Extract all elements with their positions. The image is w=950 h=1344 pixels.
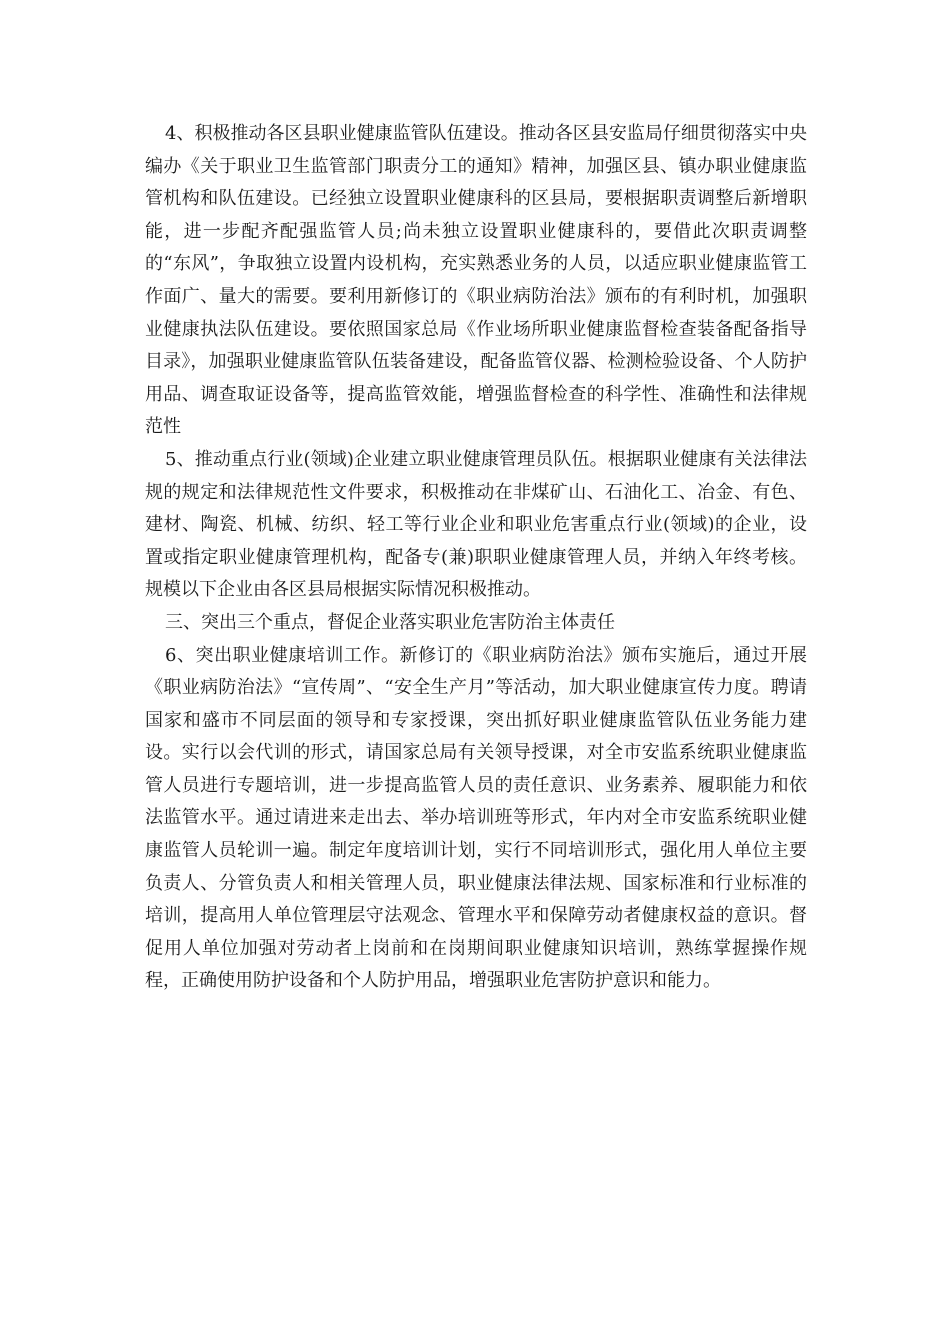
paragraph-item-5: 5、推动重点行业(领域)企业建立职业健康管理员队伍。根据职业健康有关法律法规的规定和法律规范性文件要求，积极推动在非煤矿山、石油化工、冶金、有色、建材、陶瓷、机械、纺织、轻工等行业企业和职业危害重点行业(领域)的企业，设置或指定职业健康管理机构，配备专(兼)职职业健康管理人员，并纳入年终考核。规模以下企业由各区县局根据实际情况积极推动。 [145, 448, 807, 601]
section-heading-3: 三、突出三个重点，督促企业落实职业危害防治主体责任 [165, 611, 615, 633]
paragraph-item-6: 6、突出职业健康培训工作。新修订的《职业病防治法》颁布实施后，通过开展《职业病防治法》“宣传周”、“安全生产月”等活动，加大职业健康宣传力度。聘请国家和盛市不同层面的领导和专家授课，突出抓好职业健康监管队伍业务能力建设。实行以会代训的形式，请国家总局有关领导授课，对全市安监系统职业健康监管人员进行专题培训，进一步提高监管人员的责任意识、业务素养、履职能力和依法监管水平。通过请进来走出去、举办培训班等形式，年内对全市安监系统职业健康监管人员轮训一遍。制定年度培训计划，实行不同培训形式，强化用人单位主要负责人、分管负责人和相关管理人员，职业健康法律法规、国家标准和行业标准的培训，提高用人单位管理层守法观念、管理水平和保障劳动者健康权益的意识。督促用人单位加强对劳动者上岗前和在岗期间职业健康知识培训，熟练掌握操作规程，正确使用防护设备和个人防护用品，增强职业危害防护意识和能力。 [145, 644, 807, 992]
document-body [145, 118, 807, 998]
paragraph-item-4: 4、积极推动各区县职业健康监管队伍建设。推动各区县安监局仔细贯彻落实中央编办《关于职业卫生监管部门职责分工的通知》精神，加强区县、镇办职业健康监管机构和队伍建设。已经独立设置职业健康科的区县局，要根据职责调整后新增职能，进一步配齐配强监管人员;尚未独立设置职业健康科的，要借此次职责调整的“东风”，争取独立设置内设机构，充实熟悉业务的人员，以适应职业健康监管工作面广、量大的需要。要利用新修订的《职业病防治法》颁布的有利时机，加强职业健康执法队伍建设。要依照国家总局《作业场所职业健康监督检查装备配备指导目录》，加强职业健康监管队伍装备建设，配备监管仪器、检测检验设备、个人防护用品、调查取证设备等，提高监管效能，增强监督检查的科学性、准确性和法律规范性 [145, 123, 807, 438]
